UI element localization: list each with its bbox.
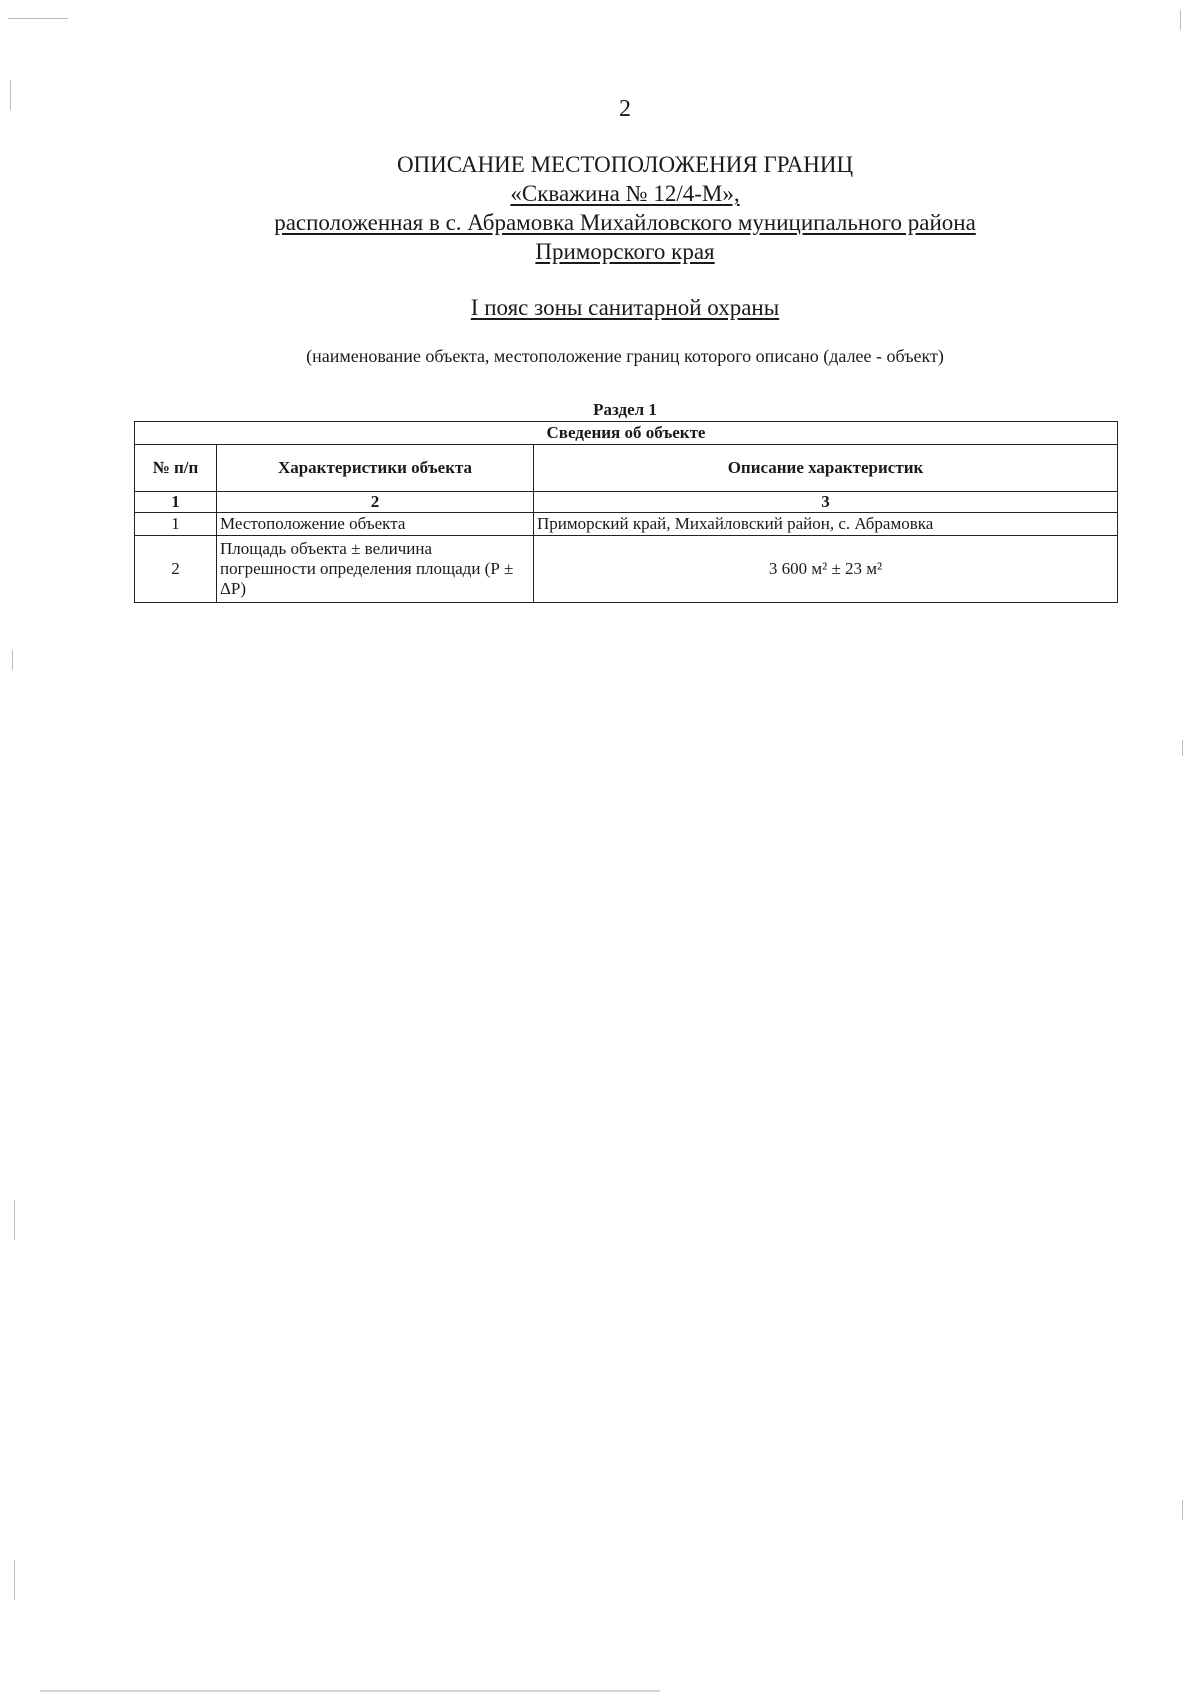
table-row [135, 536, 1118, 603]
table-row [135, 513, 1118, 536]
row-number: 2 [135, 536, 217, 603]
page-number: 2 [619, 96, 631, 122]
header-number: № п/п [135, 445, 217, 492]
title-line-4: Приморского края [535, 239, 715, 264]
scan-artifact [40, 1690, 660, 1692]
object-subtitle: (наименование объекта, местоположение границ которого описано (далее - объект) [306, 346, 944, 366]
scan-artifact [10, 80, 11, 110]
scan-artifact [14, 1200, 15, 1240]
row-characteristic: Площадь объекта ± величина погрешности определения площади (Р ± ΔР) [217, 536, 534, 603]
title-line-2: «Скважина № 12/4-М», [510, 181, 740, 206]
scan-artifact [1182, 740, 1183, 756]
zone-title [0, 295, 1200, 321]
row-characteristic: Местоположение объекта [217, 513, 534, 536]
row-number: 1 [135, 513, 217, 536]
row-description: Приморский край, Михайловский район, с. Абрамовка [534, 513, 1118, 536]
scan-artifact [1180, 10, 1181, 30]
section-label: Раздел 1 [593, 400, 657, 419]
zone-title-text: I пояс зоны санитарной охраны [470, 295, 780, 320]
title-line-3: расположенная в с. Абрамовка Михайловского муниципального района [274, 210, 976, 235]
title-line-1: ОПИСАНИЕ МЕСТОПОЛОЖЕНИЯ ГРАНИЦ [396, 152, 854, 177]
scan-artifact [8, 18, 68, 19]
document-title [0, 150, 1200, 266]
row-description: 3 600 м² ± 23 м² [534, 536, 1118, 603]
table-title: Сведения об объекте [135, 422, 1118, 445]
scan-artifact [1182, 1500, 1183, 1520]
scan-artifact [14, 1560, 15, 1600]
object-info-table [134, 421, 1118, 603]
column-index-1: 1 [135, 492, 217, 513]
header-description: Описание характеристик [534, 445, 1118, 492]
column-index-3: 3 [534, 492, 1118, 513]
scan-artifact [12, 650, 13, 670]
column-index-2: 2 [217, 492, 534, 513]
header-characteristic: Характеристики объекта [217, 445, 534, 492]
